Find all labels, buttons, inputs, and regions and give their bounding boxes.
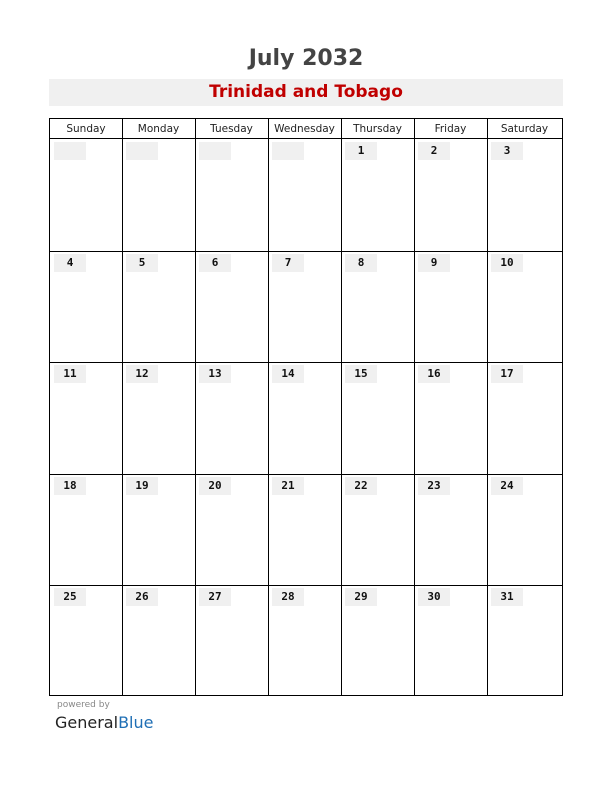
day-number-tag [345,254,377,272]
day-cell[interactable] [123,474,195,586]
day-cell[interactable] [342,474,414,586]
weekday-header-3: Wednesday [274,123,335,135]
day-number: 4 [66,255,74,269]
day-number: 17 [500,367,514,381]
day-cell[interactable] [415,474,487,586]
day-number-tag [54,254,86,272]
day-number-tag [272,477,304,495]
day-number: 31 [500,590,514,604]
day-number: 5 [138,255,146,269]
day-number: 20 [208,478,222,492]
day-number-tag [199,254,231,272]
day-cell[interactable] [196,474,268,586]
day-number: 27 [208,590,222,604]
day-cell[interactable] [269,585,341,697]
brand-logo[interactable] [55,713,153,732]
day-number: 15 [354,367,368,381]
day-cell[interactable] [196,585,268,697]
weekday-header-1: Monday [137,123,180,135]
day-cell[interactable] [269,362,341,474]
day-number-tag [491,142,523,160]
country-banner [49,79,563,106]
day-number: 26 [135,590,149,604]
day-number: 9 [430,255,438,269]
day-number-tag [418,254,450,272]
brand-logo-blue: Blue [118,713,154,732]
day-cell[interactable] [488,585,562,697]
day-cell[interactable] [415,585,487,697]
day-cell[interactable] [196,139,268,251]
day-number-tag [491,588,523,606]
day-number: 1 [357,144,365,157]
day-number: 8 [357,255,365,269]
day-number [54,142,86,160]
day-cell[interactable] [51,474,122,586]
day-number: 7 [284,255,292,269]
day-number-tag [199,477,231,495]
day-cell[interactable] [488,139,562,251]
powered-by-label: powered by [57,700,110,710]
day-number-tag [199,588,231,606]
day-number-tag [54,477,86,495]
day-cell[interactable] [342,585,414,697]
day-number-tag [418,588,450,606]
day-cell[interactable] [51,585,122,697]
day-cell[interactable] [269,251,341,363]
day-cell[interactable] [196,251,268,363]
day-number: 24 [500,478,514,492]
day-number-tag [199,365,231,383]
day-cell[interactable] [51,251,122,363]
day-number-tag [199,142,231,160]
day-number: 19 [135,478,149,492]
country-name: Trinidad and Tobago [209,82,403,102]
day-cell[interactable] [342,362,414,474]
day-number [126,142,158,160]
day-number-tag [491,477,523,495]
day-cell[interactable] [488,474,562,586]
day-number-tag [491,365,523,383]
day-cell[interactable] [269,139,341,251]
day-number-tag [345,365,377,383]
page-title: July 2032 [248,46,364,71]
day-number-tag [272,365,304,383]
day-cell[interactable] [123,585,195,697]
weekday-header-2: Tuesday [210,123,253,135]
day-number-tag [126,477,158,495]
day-number-tag [126,142,158,160]
day-number-tag [272,142,304,160]
day-number-tag [54,142,86,160]
weekday-header-6: Saturday [500,123,549,135]
day-cell[interactable] [415,139,487,251]
day-number-tag [418,477,450,495]
calendar-grid [49,118,563,696]
day-number-tag [345,142,377,160]
day-number: 13 [208,367,222,381]
day-number-tag [418,365,450,383]
day-number-tag [345,477,377,495]
day-number-tag [345,588,377,606]
day-cell[interactable] [269,474,341,586]
day-number-tag [54,365,86,383]
day-number: 28 [281,590,295,604]
day-cell[interactable] [488,362,562,474]
day-number: 23 [427,478,441,492]
day-cell[interactable] [123,251,195,363]
day-number: 3 [503,144,511,157]
day-number-tag [126,588,158,606]
day-number: 25 [63,590,77,604]
day-number: 18 [63,478,77,492]
day-number: 29 [354,590,368,604]
day-cell[interactable] [415,362,487,474]
day-cell[interactable] [123,362,195,474]
weekday-header-row [50,119,562,139]
day-number-tag [126,365,158,383]
day-number: 22 [354,478,368,492]
day-number [199,142,231,160]
day-cell[interactable] [123,139,195,251]
day-number: 11 [63,367,77,381]
weekday-header-4: Thursday [353,123,402,135]
day-number: 12 [135,367,149,381]
day-cell[interactable] [51,362,122,474]
day-number-tag [418,142,450,160]
day-cell[interactable] [415,251,487,363]
day-number-tag [272,588,304,606]
day-number: 16 [427,367,441,381]
day-number: 21 [281,478,295,492]
day-number-tag [126,254,158,272]
day-cell[interactable] [196,362,268,474]
day-number: 30 [427,590,441,604]
day-number [272,142,304,160]
day-cell[interactable] [342,251,414,363]
day-number-tag [272,254,304,272]
day-number-tag [54,588,86,606]
day-cell[interactable] [488,251,562,363]
day-number: 14 [281,367,295,381]
weekday-header-0: Sunday [66,123,106,135]
brand-logo-general: General [55,713,119,732]
weekday-header-5: Friday [434,123,467,135]
day-number: 2 [430,144,438,157]
day-number: 10 [500,255,514,269]
day-number-tag [491,254,523,272]
day-cell[interactable] [342,139,414,251]
day-number: 6 [211,255,219,269]
day-cell[interactable] [51,139,122,251]
